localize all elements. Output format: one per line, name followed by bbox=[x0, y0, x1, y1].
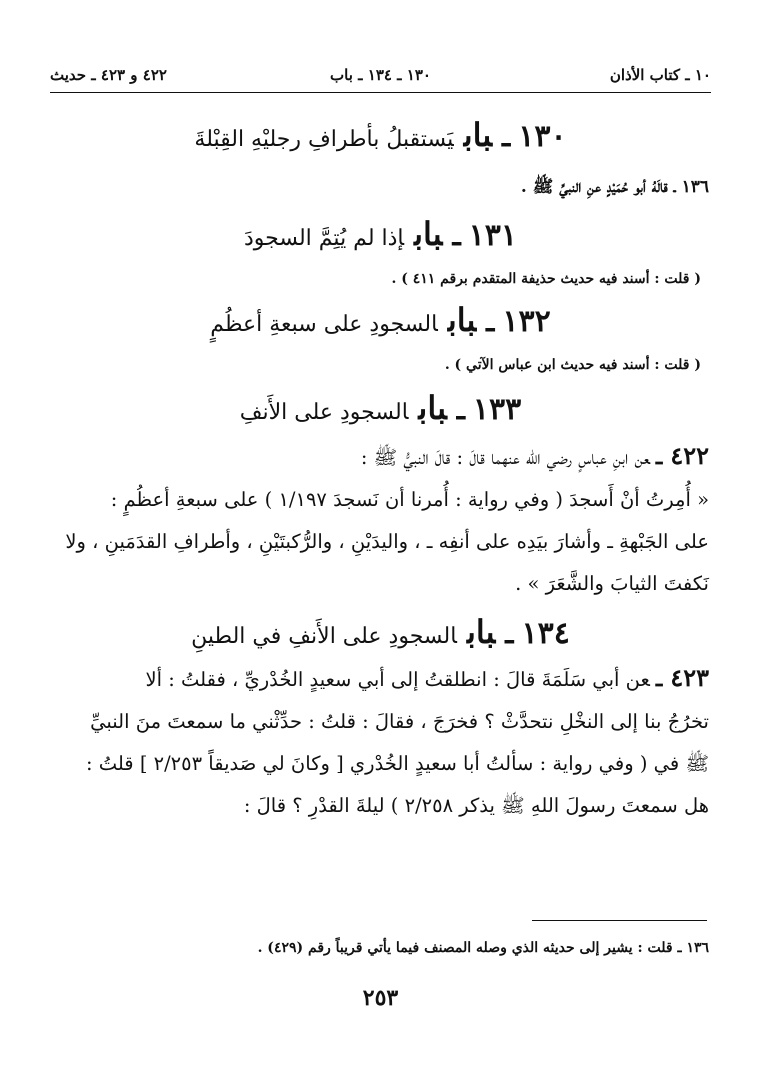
chapter-word: باب bbox=[466, 613, 496, 651]
chapter-word: باب bbox=[447, 301, 477, 339]
running-head bbox=[50, 62, 711, 88]
chapter-heading-134 bbox=[52, 613, 709, 651]
chapter-number: ١٣٣ bbox=[472, 392, 522, 427]
chapter-dash: ـ bbox=[452, 219, 461, 252]
chapter-heading-133 bbox=[52, 389, 709, 427]
hadith-intro-text: عن أبي سَلَمَةَ قالَ : انطلقتُ إلى أبي سعيدٍ الخُدْريِّ ، فقلتُ : ألا bbox=[145, 668, 650, 691]
chapter-word: باب bbox=[414, 215, 443, 253]
chapter-heading-131 bbox=[52, 215, 709, 253]
header-rule bbox=[50, 92, 711, 93]
chapter-title: يَستقبلُ بأطرافِ رجليْهِ القِبْلةَ bbox=[194, 127, 454, 152]
header-book: ١٠ ـ كتاب الأذان bbox=[609, 66, 711, 84]
hadith-422-line: نَكفتَ الثيابَ والشَّعَرَ » . bbox=[515, 572, 709, 595]
chapter-heading-130 bbox=[52, 116, 709, 154]
hadith-422-intro bbox=[52, 435, 709, 479]
chapter-title: السجودِ على سبعةِ أعظُمٍ bbox=[210, 312, 438, 337]
chapter-dash: ـ bbox=[505, 617, 514, 650]
page-body bbox=[52, 108, 709, 827]
footnote-rule bbox=[532, 920, 707, 921]
hadith-intro-text: عن ابنِ عباسٍ رضي الله عنهما قالَ : قالَ النبيُّ ﷺ : bbox=[360, 446, 650, 469]
page-number: ٢٥٣ bbox=[362, 985, 399, 1011]
hadith-dash: ـ bbox=[655, 666, 663, 692]
chapter-dash: ـ bbox=[502, 120, 511, 153]
hadith-423-line: هل سمعتَ رسولَ اللهِ ﷺ يذكر ٢/٢٥٨ ) ليلةَ القدْرِ ؟ قالَ : bbox=[243, 794, 709, 817]
chapter-heading-132 bbox=[52, 301, 709, 339]
hadith-423-line: ﷺ في ( وفي رواية : سألتُ أبا سعيدٍ الخُدْري [ وكانَ لي صَديقاً ٢/٢٥٣ ] قلتُ : bbox=[85, 752, 709, 775]
chapter-number: ١٣٢ bbox=[502, 304, 551, 339]
hadith-423-intro bbox=[52, 657, 709, 701]
hadith-423 bbox=[52, 657, 709, 827]
chapter-title: إذا لم يُتِمَّ السجودَ bbox=[243, 226, 405, 251]
editor-note-131: ( قلت : أسند فيه حديث حذيفة المتقدم برقم ٤١١ ) . bbox=[391, 271, 701, 287]
header-chapters: ١٣٠ ـ ١٣٤ ـ باب bbox=[330, 66, 431, 84]
chapter-dash: ـ bbox=[486, 305, 495, 338]
chapter-number: ١٣١ bbox=[468, 218, 517, 253]
hadith-423-line: تخرُجُ بنا إلى النخْلِ نتحدَّثْ ؟ فخرَجَ ، فقالَ : قلتُ : حدِّثْني ما سمعتَ منَ النبيِّ bbox=[90, 710, 709, 733]
hadith-number: ٤٢٢ bbox=[670, 441, 709, 470]
hadith-422-line: « أُمِرتُ أنْ أَسجدَ ( وفي رواية : أُمرنا أن نَسجدَ ١/١٩٧ ) على سبعةِ أعظُمٍ : bbox=[110, 488, 709, 511]
chapter-word: باب bbox=[418, 389, 447, 427]
hadith-number: ٤٢٣ bbox=[670, 663, 709, 692]
hadith-dash: ـ bbox=[655, 444, 663, 470]
hadith-422 bbox=[52, 435, 709, 605]
chapter-title: السجودِ على الأَنفِ bbox=[239, 400, 409, 425]
chapter-number: ١٣٠ bbox=[518, 119, 567, 154]
chapter-title: السجودِ على الأَنفِ في الطينِ bbox=[191, 624, 457, 649]
header-hadiths: ٤٢٢ و ٤٢٣ ـ حديث bbox=[50, 66, 167, 84]
chapter-dash: ـ bbox=[456, 393, 465, 426]
chapter-number: ١٣٤ bbox=[521, 616, 570, 651]
tradition-136: ١٣٦ ـ قالَهُ أبو حُمَيْدٍ عنِ النبيِّ ﷺ . bbox=[520, 177, 709, 197]
hadith-422-line: على الجَبْهةِ ـ وأشارَ بيَدِه على أنفِه ـ ، واليدَيْنِ ، والرُّكبتَيْنِ ، وأطرافِ القدَمَينِ ، ولا bbox=[65, 530, 709, 553]
chapter-word: باب bbox=[463, 116, 493, 154]
editor-note-132: ( قلت : أسند فيه حديث ابن عباس الآتي ) . bbox=[444, 357, 701, 373]
footnote-136: ١٣٦ ـ قلت : يشير إلى حديثه الذي وصله المصنف فيما يأتي قريباً رقم (٤٢٩) . bbox=[257, 940, 709, 956]
